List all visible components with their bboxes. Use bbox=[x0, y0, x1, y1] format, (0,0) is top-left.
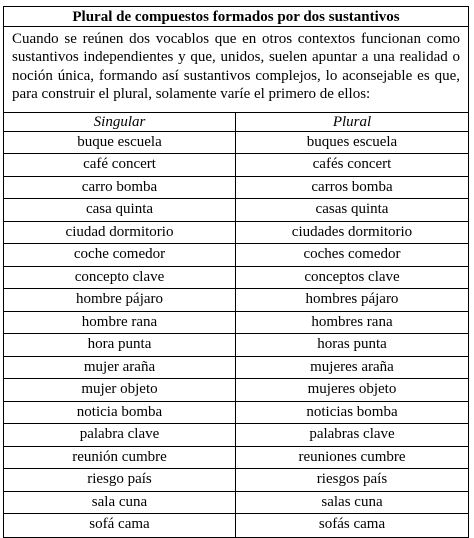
singular-cell: hombre pájaro bbox=[4, 289, 236, 311]
plural-cell: casas quinta bbox=[315, 201, 389, 217]
singular-cell: riesgo país bbox=[4, 469, 236, 491]
singular-cell: mujer objeto bbox=[4, 379, 236, 401]
singular-cell: hora punta bbox=[4, 334, 236, 356]
plural-cell: buques escuela bbox=[306, 134, 398, 150]
table-row bbox=[4, 244, 468, 267]
singular-cell: casa quinta bbox=[4, 199, 236, 221]
plural-cell: palabras clave bbox=[309, 426, 395, 442]
table-row bbox=[4, 132, 468, 154]
table-row bbox=[4, 447, 468, 469]
table-row bbox=[4, 379, 468, 402]
plural-cell: cafés concert bbox=[312, 156, 392, 172]
table-row bbox=[4, 267, 468, 289]
table-body bbox=[4, 132, 468, 537]
singular-cell: coche comedor bbox=[4, 244, 236, 266]
singular-cell: ciudad dormitorio bbox=[4, 222, 236, 243]
table-title: Plural de compuestos formados por dos sustantivos bbox=[4, 7, 468, 27]
table-row bbox=[4, 402, 468, 424]
table-row bbox=[4, 357, 468, 379]
table-row bbox=[4, 177, 468, 199]
table-row bbox=[4, 289, 468, 312]
column-header-plural: Plural bbox=[332, 114, 372, 130]
singular-cell: sala cuna bbox=[4, 492, 236, 513]
plural-cell: coches comedor bbox=[303, 246, 401, 262]
plural-cell: riesgos país bbox=[316, 471, 388, 487]
table-row bbox=[4, 492, 468, 514]
singular-cell: carro bomba bbox=[4, 177, 236, 198]
table-row bbox=[4, 154, 468, 177]
plural-cell: noticias bomba bbox=[306, 404, 398, 420]
table-header-row bbox=[4, 113, 468, 132]
table-row bbox=[4, 424, 468, 447]
singular-cell: sofá cama bbox=[4, 514, 236, 537]
table-row bbox=[4, 469, 468, 492]
column-header-singular: Singular bbox=[4, 113, 236, 131]
plural-rules-table bbox=[3, 6, 469, 538]
singular-cell: mujer araña bbox=[4, 357, 236, 378]
plural-cell: ciudades dormitorio bbox=[291, 224, 413, 240]
table-row bbox=[4, 312, 468, 334]
plural-cell: hombres rana bbox=[311, 314, 393, 330]
singular-cell: café concert bbox=[4, 154, 236, 176]
plural-cell: mujeres objeto bbox=[307, 381, 397, 397]
singular-cell: palabra clave bbox=[4, 424, 236, 446]
singular-cell: noticia bomba bbox=[4, 402, 236, 423]
singular-cell: hombre rana bbox=[4, 312, 236, 333]
plural-cell: carros bomba bbox=[311, 179, 393, 195]
plural-cell: conceptos clave bbox=[304, 269, 400, 285]
singular-cell: reunión cumbre bbox=[4, 447, 236, 468]
plural-cell: sofás cama bbox=[318, 516, 386, 532]
table-row bbox=[4, 334, 468, 357]
table-intro-paragraph: Cuando se reúnen dos vocablos que en otros contextos funcionan como sustantivos independientes y que, unidos, suelen apuntar a una realidad o noción única, formando así sustantivos complejos, lo aconsejable es que, para construir el plural, solamente varíe el primero de ellos: bbox=[4, 27, 468, 113]
table-row bbox=[4, 222, 468, 244]
table-row bbox=[4, 514, 468, 537]
plural-cell: mujeres araña bbox=[310, 359, 394, 375]
table-row bbox=[4, 199, 468, 222]
plural-cell: reuniones cumbre bbox=[298, 449, 406, 465]
singular-cell: buque escuela bbox=[4, 132, 236, 153]
plural-cell: salas cuna bbox=[321, 494, 383, 510]
plural-cell: horas punta bbox=[317, 336, 387, 352]
singular-cell: concepto clave bbox=[4, 267, 236, 288]
plural-cell: hombres pájaro bbox=[305, 291, 399, 307]
